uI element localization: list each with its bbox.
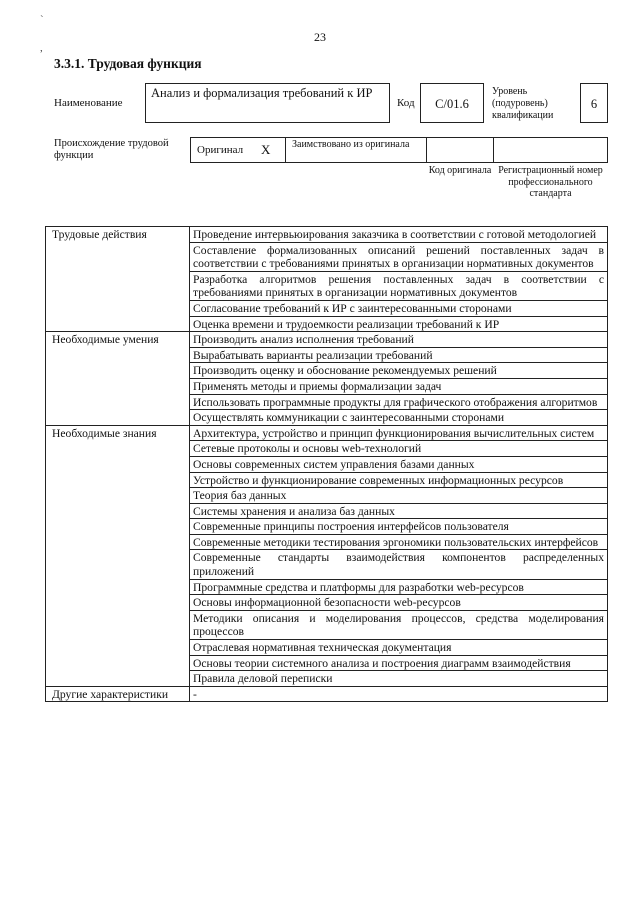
section-item: Архитектура, устройство и принцип функционирования вычислительных систем xyxy=(190,425,608,441)
level-label: Уровень (подуровень) квалификации xyxy=(492,86,554,121)
section-item: Сетевые протоколы и основы web-технологий xyxy=(190,441,608,457)
section-item: Вырабатывать варианты реализации требований xyxy=(190,347,608,363)
borrowed-label: Заимствовано из оригинала xyxy=(292,139,410,150)
section-item: Современные стандарты взаимодействия компонентов распределенных приложений xyxy=(190,550,608,579)
name-label: Наименование xyxy=(54,97,123,109)
section-item: Согласование требований к ИР с заинтересованными сторонами xyxy=(190,300,608,316)
code-label: Код xyxy=(397,97,415,109)
section-item: Проведение интервьюирования заказчика в соответствии с готовой методологией xyxy=(190,227,608,243)
section-item: Теория баз данных xyxy=(190,488,608,504)
code-value: С/01.6 xyxy=(435,97,469,111)
page-number: 23 xyxy=(314,30,326,44)
code-value-box xyxy=(420,83,484,123)
level-value-box xyxy=(580,83,608,123)
origin-code-cell xyxy=(426,137,494,163)
section-item: Основы информационной безопасности web-ресурсов xyxy=(190,595,608,611)
section-item: Оценка времени и трудоемкости реализации требований к ИР xyxy=(190,316,608,332)
section-item: Системы хранения и анализа баз данных xyxy=(190,503,608,519)
original-mark: X xyxy=(261,142,271,157)
section-item: Применять методы и приемы формализации задач xyxy=(190,378,608,394)
section-item: Производить оценку и обоснование рекомендуемых решений xyxy=(190,363,608,379)
table-row xyxy=(46,686,608,702)
reg-number-cell xyxy=(493,137,608,163)
section-item: Использовать программные продукты для графического отображения алгоритмов xyxy=(190,394,608,410)
function-table-body xyxy=(46,227,608,702)
original-label: Оригинал xyxy=(197,144,244,156)
name-value: Анализ и формализация требований к ИР xyxy=(151,86,373,100)
section-item: Основы теории системного анализа и построения диаграмм взаимодействия xyxy=(190,655,608,671)
original-cell xyxy=(190,137,286,163)
table-row xyxy=(46,227,608,243)
section-heading: Необходимые умения xyxy=(46,332,190,426)
section-item: Составление формализованных описаний решений поставленных задач в соответствии с требованиями принятых в организации нормативных документов xyxy=(190,242,608,271)
section-item: Устройство и функционирование современных информационных ресурсов xyxy=(190,472,608,488)
scan-mark-left: , xyxy=(40,42,43,54)
section-item: Осуществлять коммуникации с заинтересованными сторонами xyxy=(190,410,608,426)
reg-number-caption: Регистрационный номер профессионального стандарта xyxy=(498,165,603,199)
section-item: Современные методики тестирования эргономики пользовательских интерфейсов xyxy=(190,534,608,550)
section-item: Отраслевая нормативная техническая документация xyxy=(190,640,608,656)
section-item: Правила деловой переписки xyxy=(190,671,608,687)
function-table xyxy=(45,226,608,702)
borrowed-cell xyxy=(285,137,427,163)
name-value-box xyxy=(145,83,390,123)
scan-mark-top: ` xyxy=(40,14,44,26)
section-heading: Трудовые действия xyxy=(46,227,190,332)
section-title: 3.3.1. Трудовая функция xyxy=(54,56,202,71)
section-item: - xyxy=(190,686,608,702)
origin-label: Происхождение трудовой функции xyxy=(54,138,169,161)
section-item: Методики описания и моделирования процессов, средства моделирования процессов xyxy=(190,610,608,639)
section-item: Программные средства и платформы для разработки web-ресурсов xyxy=(190,579,608,595)
table-row xyxy=(46,332,608,348)
level-value: 6 xyxy=(590,97,598,111)
table-row xyxy=(46,425,608,441)
section-item: Основы современных систем управления базами данных xyxy=(190,456,608,472)
section-heading: Необходимые знания xyxy=(46,425,190,686)
section-item: Производить анализ исполнения требований xyxy=(190,332,608,348)
section-item: Разработка алгоритмов решения поставленных задач в соответствии с требованиями принятых в организации нормативных документов xyxy=(190,271,608,300)
section-item: Современные принципы построения интерфейсов пользователя xyxy=(190,519,608,535)
origin-code-caption: Код оригинала xyxy=(428,165,492,176)
section-heading: Другие характеристики xyxy=(46,686,190,702)
